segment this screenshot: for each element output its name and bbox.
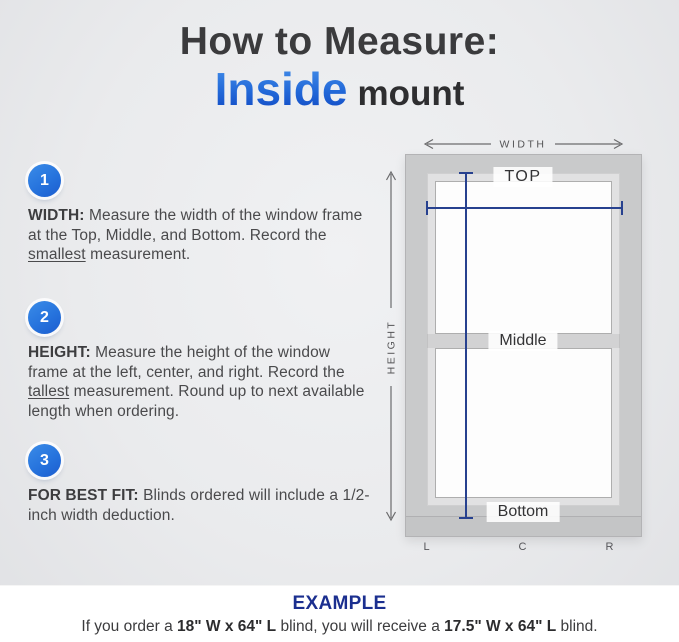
label-top: TOP [493, 167, 552, 187]
width-arrow-label: WIDTH [499, 138, 547, 151]
example-heading: EXAMPLE [292, 593, 387, 614]
example-footer [0, 585, 679, 642]
step-3-text [28, 486, 370, 525]
example-part3: blind. [556, 618, 598, 635]
tick-left: L [423, 541, 431, 553]
step-2-text [28, 343, 370, 421]
step-1-underlined-word: smallest [28, 246, 86, 264]
step-1-text-before: Measure the width of the window frame at the Top, Middle, and Bottom. Record the [28, 207, 363, 244]
window-diagram [383, 136, 645, 566]
width-measure-line [427, 201, 622, 215]
label-middle: Middle [488, 331, 557, 351]
example-received-size: 17.5" W x 64" L [444, 618, 557, 635]
example-part2: blind, you will receive a [276, 618, 445, 635]
step-2-text-before: Measure the height of the window frame at the left, center, and right. Record the [28, 344, 345, 381]
height-measure-line [459, 173, 473, 518]
step-2-label: HEIGHT: [28, 344, 91, 361]
step-1-label: WIDTH: [28, 207, 85, 224]
step-2-text-after: measurement. Round up to next available length when ordering. [28, 383, 365, 420]
title-suffix-mount: mount [357, 73, 465, 113]
height-arrow-label: HEIGHT [385, 319, 398, 375]
step-2-number-badge [28, 301, 61, 334]
page-title [0, 22, 679, 113]
example-ordered-size: 18" W x 64" L [177, 618, 277, 635]
step-3 [28, 444, 370, 525]
label-bottom: Bottom [487, 502, 560, 522]
title-highlight-inside: Inside [214, 62, 348, 115]
step-2-underlined-word: tallest [28, 383, 70, 401]
title-line2 [0, 62, 679, 115]
step-1 [28, 164, 370, 265]
example-part1: If you order a [81, 618, 178, 635]
step-3-number: 3 [40, 451, 49, 469]
step-1-text [28, 206, 370, 265]
step-3-text-before: Blinds ordered will include a 1/2-inch width deduction. [28, 487, 370, 524]
example-text [0, 618, 679, 636]
step-1-number: 1 [40, 171, 49, 189]
step-1-text-after: measurement. [85, 246, 191, 264]
step-3-number-badge [28, 444, 61, 477]
step-2-number: 2 [40, 308, 49, 326]
step-1-number-badge [28, 164, 61, 197]
step-3-label: FOR BEST FIT: [28, 487, 139, 504]
step-2 [28, 301, 370, 421]
title-line1: How to Measure: [179, 20, 500, 63]
tick-center: C [518, 541, 528, 553]
tick-right: R [605, 541, 615, 553]
